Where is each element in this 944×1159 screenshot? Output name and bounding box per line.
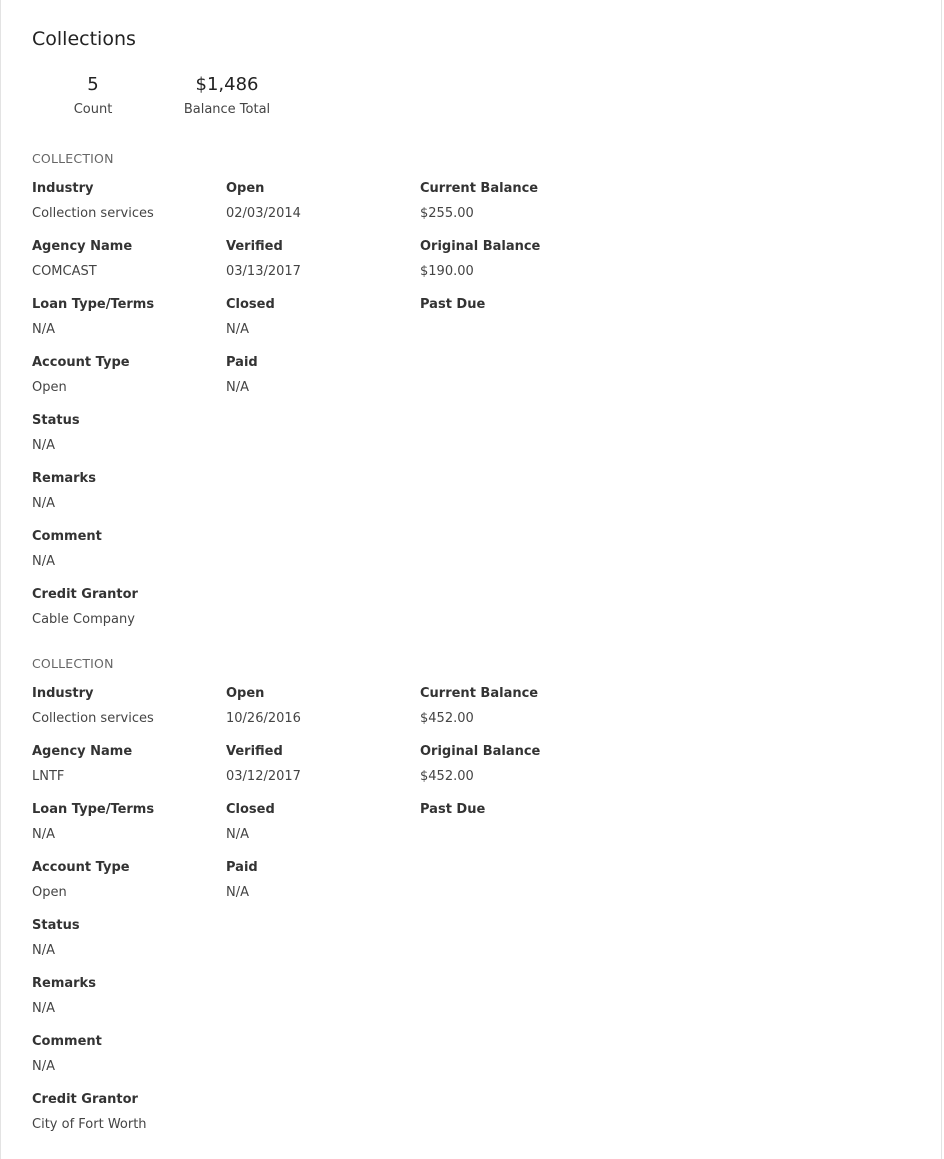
closed-field [226,794,420,852]
industry-field [32,173,226,231]
original-balance-value: $190.00 [420,264,474,279]
credit-grantor-field [32,579,226,637]
empty-cell [226,968,420,1026]
empty-cell [226,910,420,968]
original-balance-value: $452.00 [420,769,474,784]
past-due-label: Past Due [420,297,486,312]
empty-cell [226,405,420,463]
open-field [226,173,420,231]
remarks-field [32,968,226,1026]
agency-name-value: LNTF [32,769,65,784]
balance-total-stat [167,74,287,118]
record-heading: COLLECTION [32,656,114,671]
status-field [32,910,226,968]
current-balance-label: Current Balance [420,686,539,701]
current-balance-value: $452.00 [420,711,474,726]
closed-field [226,289,420,347]
credit-grantor-field [32,1084,226,1142]
count-label: Count [73,102,113,117]
empty-cell [420,347,614,405]
verified-field [226,736,420,794]
account-type-label: Account Type [32,355,130,370]
status-label: Status [32,413,80,428]
loan-type-value: N/A [32,322,55,337]
paid-value: N/A [226,885,249,900]
open-value: 02/03/2014 [226,206,301,221]
past-due-field [420,289,614,347]
page-title: Collections [32,28,136,50]
past-due-field [420,794,614,852]
loan-type-label: Loan Type/Terms [32,802,155,817]
loan-type-field [32,289,226,347]
current-balance-label: Current Balance [420,181,539,196]
status-label: Status [32,918,80,933]
open-field [226,678,420,736]
account-type-value: Open [32,885,67,900]
comment-value: N/A [32,1059,55,1074]
comment-value: N/A [32,554,55,569]
record-fields [32,678,912,1142]
open-label: Open [226,181,265,196]
industry-label: Industry [32,181,94,196]
industry-value: Collection services [32,711,154,726]
record-heading: COLLECTION [32,151,114,166]
collection-record [32,151,912,637]
empty-cell [226,1026,420,1084]
closed-value: N/A [226,827,249,842]
empty-cell [420,405,614,463]
status-value: N/A [32,438,55,453]
closed-value: N/A [226,322,249,337]
empty-cell [420,852,614,910]
past-due-label: Past Due [420,802,486,817]
closed-label: Closed [226,297,275,312]
empty-cell [420,463,614,521]
remarks-field [32,463,226,521]
paid-field [226,347,420,405]
collection-record [32,656,912,1142]
remarks-label: Remarks [32,471,96,486]
empty-cell [420,968,614,1026]
credit-grantor-label: Credit Grantor [32,587,138,602]
empty-cell [420,521,614,579]
industry-value: Collection services [32,206,154,221]
open-label: Open [226,686,265,701]
closed-label: Closed [226,802,275,817]
verified-field [226,231,420,289]
verified-label: Verified [226,239,283,254]
agency-name-label: Agency Name [32,744,133,759]
balance-total-value: $1,486 [195,74,259,95]
credit-grantor-label: Credit Grantor [32,1092,138,1107]
account-type-label: Account Type [32,860,130,875]
agency-name-label: Agency Name [32,239,133,254]
account-type-field [32,347,226,405]
loan-type-label: Loan Type/Terms [32,297,155,312]
comment-field [32,1026,226,1084]
current-balance-field [420,678,614,736]
paid-label: Paid [226,355,258,370]
past-due-value [420,827,614,843]
status-field [32,405,226,463]
past-due-value [420,322,614,338]
paid-field [226,852,420,910]
open-value: 10/26/2016 [226,711,301,726]
account-type-field [32,852,226,910]
record-fields [32,173,912,637]
paid-label: Paid [226,860,258,875]
paid-value: N/A [226,380,249,395]
comment-label: Comment [32,529,102,544]
current-balance-field [420,173,614,231]
verified-value: 03/13/2017 [226,264,301,279]
credit-grantor-value: City of Fort Worth [32,1117,147,1132]
remarks-value: N/A [32,1001,55,1016]
status-value: N/A [32,943,55,958]
agency-name-value: COMCAST [32,264,97,279]
agency-name-field [32,231,226,289]
original-balance-field [420,231,614,289]
original-balance-label: Original Balance [420,744,541,759]
original-balance-field [420,736,614,794]
current-balance-value: $255.00 [420,206,474,221]
agency-name-field [32,736,226,794]
remarks-value: N/A [32,496,55,511]
count-value: 5 [87,74,99,95]
industry-field [32,678,226,736]
industry-label: Industry [32,686,94,701]
account-type-value: Open [32,380,67,395]
verified-value: 03/12/2017 [226,769,301,784]
credit-grantor-value: Cable Company [32,612,135,627]
empty-cell [226,463,420,521]
count-stat [53,74,133,118]
loan-type-field [32,794,226,852]
verified-label: Verified [226,744,283,759]
balance-total-label: Balance Total [183,102,271,117]
empty-cell [420,910,614,968]
original-balance-label: Original Balance [420,239,541,254]
remarks-label: Remarks [32,976,96,991]
comment-label: Comment [32,1034,102,1049]
loan-type-value: N/A [32,827,55,842]
comment-field [32,521,226,579]
empty-cell [420,1026,614,1084]
empty-cell [226,521,420,579]
